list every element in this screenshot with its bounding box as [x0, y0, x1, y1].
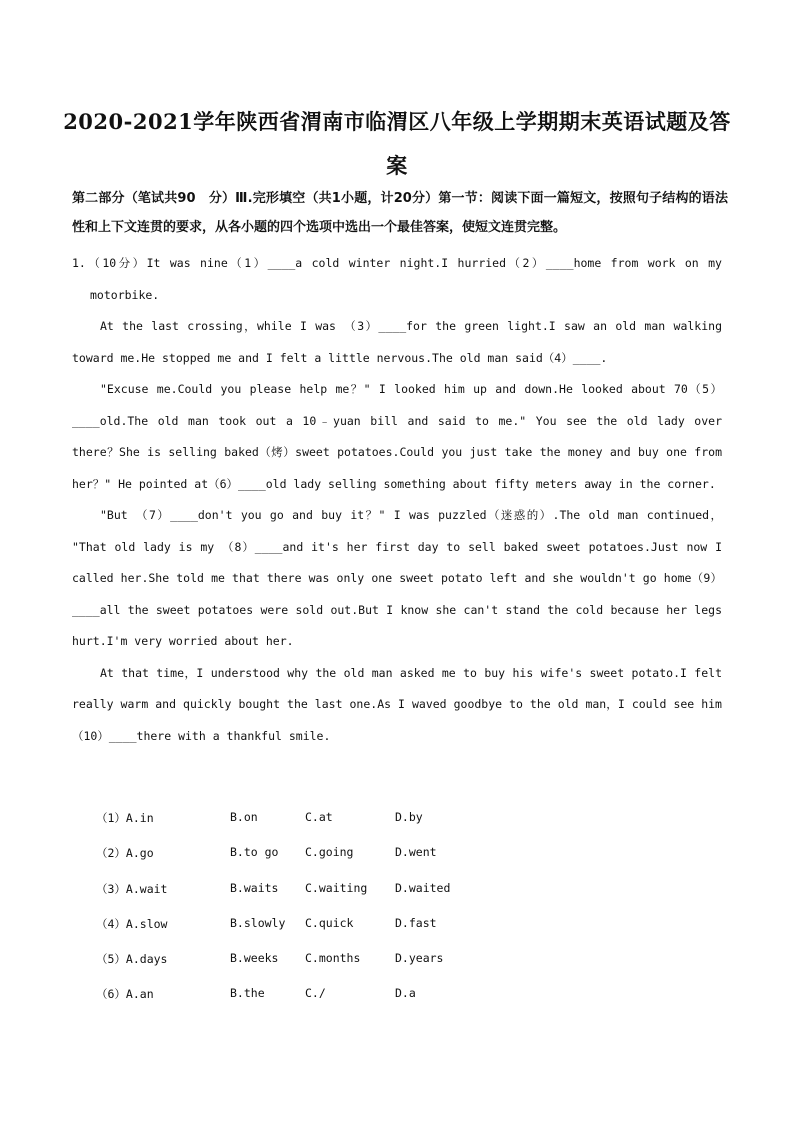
cloze-passage — [72, 248, 722, 752]
option-c: C.months — [305, 951, 361, 966]
answer-options — [96, 810, 496, 1022]
option-row-2 — [96, 845, 496, 880]
option-d: D.went — [395, 845, 437, 860]
option-d: D.a — [395, 986, 416, 1001]
option-row-1 — [96, 810, 496, 845]
passage-paragraph-4: "But （7）____don't you go and buy it？" I was puzzled（迷惑的）.The old man continued， "That old lady is my （8）____and it's her first day to sell baked sweet potatoes.Just now I called her.She told me that there was only one sweet potato left and she wouldn't go home（9）____all the sweet potatoes were sold out.But I know she can't stand the cold because her legs hurt.I'm very worried about her. — [72, 508, 722, 648]
option-d: D.by — [395, 810, 423, 824]
section-instructions: 第二部分（笔试共90 分）Ⅲ.完形填空（共1小题，计20分）第一节：阅读下面一篇短文，按照句子结构的语法性和上下文连贯的要求，从各小题的四个选项中选出一个最佳答案，使短文连贯完整。 — [72, 191, 728, 235]
option-b: B.weeks — [230, 951, 279, 966]
option-b: B.the — [230, 986, 265, 1001]
passage-paragraph-3: "Excuse me.Could you please help me？" I looked him up and down.He looked about 70（5）____old.The old man took out a 10﹣yuan bill and said to me." You see the old lady over there？She is selling baked（烤）sweet potatoes.Could you just take the money and buy one from her？" He pointed at（6）____old lady selling something about fifty meters away in the corner. — [72, 382, 722, 491]
option-row-3 — [96, 881, 496, 916]
option-d: D.waited — [395, 880, 451, 895]
option-c: C.going — [305, 845, 354, 860]
option-c: C.at — [305, 810, 333, 824]
option-b: B.on — [230, 810, 258, 824]
option-row-6 — [96, 986, 496, 1021]
option-row-4 — [96, 916, 496, 951]
option-d: D.years — [395, 951, 444, 966]
option-a: （2）A.go — [96, 846, 154, 861]
option-c: C.waiting — [305, 880, 368, 895]
option-d: D.fast — [395, 915, 437, 930]
document-title: 2020-2021学年陕西省渭南市临渭区八年级上学期期末英语试题及答案 — [63, 109, 731, 178]
option-b: B.waits — [230, 880, 279, 895]
option-a: （5）A.days — [96, 952, 168, 967]
passage-paragraph-5: At that time，I understood why the old man asked me to buy his wife's sweet potato.I felt really warm and quickly bought the last one.As I waved goodbye to the old man，I could see him（10）____there with a thankful smile. — [72, 665, 722, 743]
option-b: B.to go — [230, 845, 279, 860]
option-b: B.slowly — [230, 915, 286, 930]
option-c: C./ — [305, 986, 326, 1001]
passage-paragraph-1: 1.（10分）It was nine（1）____a cold winter night.I hurried（2）____home from work on my motorbike. — [72, 256, 722, 302]
option-a: （4）A.slow — [96, 916, 168, 931]
option-a: （3）A.wait — [96, 881, 168, 896]
option-c: C.quick — [305, 915, 354, 930]
option-row-5 — [96, 951, 496, 986]
option-a: （1）A.in — [96, 811, 154, 825]
option-a: （6）A.an — [96, 987, 154, 1002]
passage-paragraph-2: At the last crossing，while I was （3）____for the green light.I saw an old man walking toward me.He stopped me and I felt a little nervous.The old man said（4）____. — [72, 319, 722, 365]
